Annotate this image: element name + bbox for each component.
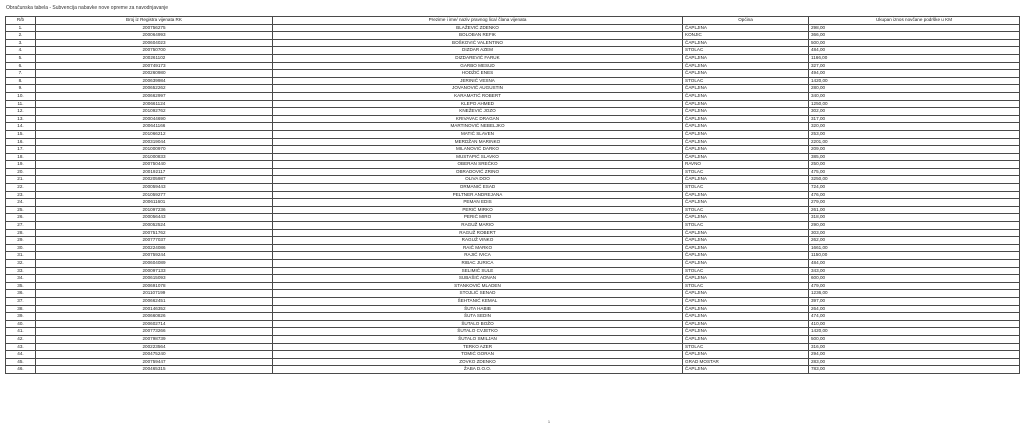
- cell-rb: 41.: [6, 328, 36, 336]
- cell-register-number: 200751762: [36, 229, 273, 237]
- cell-rb: 44.: [6, 351, 36, 359]
- cell-rb: 25.: [6, 206, 36, 214]
- cell-rb: 46.: [6, 366, 36, 374]
- table-row: [6, 168, 1020, 176]
- cell-register-number: 200660826: [36, 313, 273, 321]
- cell-name: RAJIĆ IVICA: [273, 252, 683, 260]
- cell-name: ŠUTALO BOŽO: [273, 320, 683, 328]
- cell-municipality: KONJIC: [683, 32, 809, 40]
- cell-amount: 279,00: [809, 199, 1020, 207]
- cell-register-number: 201000970: [36, 146, 273, 154]
- cell-register-number: 200056443: [36, 214, 273, 222]
- cell-rb: 38.: [6, 305, 36, 313]
- table-row: [6, 47, 1020, 55]
- cell-rb: 33.: [6, 267, 36, 275]
- cell-register-number: 200639984: [36, 77, 273, 85]
- cell-rb: 27.: [6, 222, 36, 230]
- cell-municipality: ČAPLJINA: [683, 290, 809, 298]
- cell-municipality: STOLAC: [683, 168, 809, 176]
- cell-amount: 317,00: [809, 115, 1020, 123]
- cell-amount: 484,00: [809, 260, 1020, 268]
- table-row: [6, 351, 1020, 359]
- cell-register-number: 201097236: [36, 206, 273, 214]
- cell-municipality: ČAPLJINA: [683, 146, 809, 154]
- cell-register-number: 201107199: [36, 290, 273, 298]
- page-number: 1: [548, 420, 550, 424]
- table-row: [6, 138, 1020, 146]
- cell-rb: 22.: [6, 184, 36, 192]
- cell-register-number: 200223564: [36, 343, 273, 351]
- cell-name: RAGUŽ ROBERT: [273, 229, 683, 237]
- cell-municipality: ČAPLJINA: [683, 351, 809, 359]
- cell-name: HODŽIĆ ENES: [273, 70, 683, 78]
- cell-name: KNEŽEVIĆ JOZO: [273, 108, 683, 116]
- table-row: [6, 206, 1020, 214]
- cell-municipality: STOLAC: [683, 77, 809, 85]
- cell-name: OBRADOVIĆ ZRINO: [273, 168, 683, 176]
- cell-name: KLEPO AHMED: [273, 100, 683, 108]
- cell-register-number: 201000833: [36, 153, 273, 161]
- cell-municipality: ČAPLJINA: [683, 24, 809, 32]
- cell-register-number: 200798739: [36, 335, 273, 343]
- cell-municipality: ČAPLJINA: [683, 85, 809, 93]
- cell-name: PELTNER ANDREJANA: [273, 191, 683, 199]
- cell-municipality: ČAPLJINA: [683, 335, 809, 343]
- cell-amount: 264,00: [809, 305, 1020, 313]
- cell-amount: 474,00: [809, 313, 1020, 321]
- table-header-row: [6, 17, 1020, 25]
- cell-register-number: 200602714: [36, 320, 273, 328]
- cell-name: ŽABA D.O.O.: [273, 366, 683, 374]
- cell-register-number: 201059277: [36, 191, 273, 199]
- table-row: [6, 24, 1020, 32]
- cell-name: TERKO AZER: [273, 343, 683, 351]
- cell-register-number: 200661124: [36, 100, 273, 108]
- table-row: [6, 290, 1020, 298]
- cell-municipality: ČAPLJINA: [683, 115, 809, 123]
- cell-municipality: STOLAC: [683, 47, 809, 55]
- table-row: [6, 237, 1020, 245]
- cell-amount: 250,00: [809, 161, 1020, 169]
- cell-rb: 8.: [6, 77, 36, 85]
- table-row: [6, 214, 1020, 222]
- cell-amount: 476,00: [809, 191, 1020, 199]
- cell-register-number: 200261102: [36, 54, 273, 62]
- cell-amount: 262,00: [809, 237, 1020, 245]
- cell-amount: 600,00: [809, 275, 1020, 283]
- cell-register-number: 200465315: [36, 366, 273, 374]
- cell-rb: 4.: [6, 47, 36, 55]
- cell-name: ŠUTALO CVJETKO: [273, 328, 683, 336]
- cell-register-number: 200759447: [36, 358, 273, 366]
- cell-municipality: RAVNO: [683, 161, 809, 169]
- cell-name: STOJLIĆ SENAD: [273, 290, 683, 298]
- cell-name: DIZDAR AZEM: [273, 47, 683, 55]
- document-title: Obračunska tabela - Subvencija nabavke nove opreme za navodnjavanje: [6, 5, 169, 11]
- cell-amount: 500,00: [809, 335, 1020, 343]
- cell-name: GARBO MESUD: [273, 62, 683, 70]
- cell-amount: 500,00: [809, 39, 1020, 47]
- cell-register-number: 201066212: [36, 130, 273, 138]
- cell-rb: 21.: [6, 176, 36, 184]
- cell-rb: 17.: [6, 146, 36, 154]
- cell-rb: 26.: [6, 214, 36, 222]
- cell-amount: 318,00: [809, 214, 1020, 222]
- cell-amount: 494,00: [809, 70, 1020, 78]
- cell-municipality: ČAPLJINA: [683, 297, 809, 305]
- table-row: [6, 92, 1020, 100]
- cell-rb: 9.: [6, 85, 36, 93]
- cell-amount: 783,00: [809, 366, 1020, 374]
- cell-rb: 34.: [6, 275, 36, 283]
- cell-name: RAGUŽ MARIO: [273, 222, 683, 230]
- cell-rb: 31.: [6, 252, 36, 260]
- cell-municipality: ČAPLJINA: [683, 123, 809, 131]
- table-row: [6, 297, 1020, 305]
- cell-rb: 1.: [6, 24, 36, 32]
- table-row: [6, 267, 1020, 275]
- table-row: [6, 146, 1020, 154]
- table-row: [6, 199, 1020, 207]
- cell-name: ŠEHTANIĆ KEMAL: [273, 297, 683, 305]
- cell-rb: 37.: [6, 297, 36, 305]
- cell-rb: 6.: [6, 62, 36, 70]
- cell-name: JOVANOVIĆ AUGUSTIN: [273, 85, 683, 93]
- cell-municipality: ČAPLJINA: [683, 252, 809, 260]
- cell-amount: 366,00: [809, 32, 1020, 40]
- cell-municipality: ČAPLJINA: [683, 138, 809, 146]
- cell-municipality: ČAPLJINA: [683, 70, 809, 78]
- table-row: [6, 222, 1020, 230]
- cell-amount: 261,00: [809, 206, 1020, 214]
- cell-name: KARAMATIĆ ROBERT: [273, 92, 683, 100]
- cell-municipality: ČAPLJINA: [683, 108, 809, 116]
- cell-name: PERIĆ MIRKO: [273, 206, 683, 214]
- cell-amount: 1236,00: [809, 290, 1020, 298]
- cell-amount: 298,00: [809, 24, 1020, 32]
- table-row: [6, 184, 1020, 192]
- cell-register-number: 200652262: [36, 85, 273, 93]
- cell-name: RAIČ MARKO: [273, 244, 683, 252]
- cell-municipality: STOLAC: [683, 343, 809, 351]
- cell-rb: 15.: [6, 130, 36, 138]
- cell-amount: 1420,00: [809, 328, 1020, 336]
- table-row: [6, 70, 1020, 78]
- cell-name: OLIVA DOO: [273, 176, 683, 184]
- cell-register-number: 200759244: [36, 252, 273, 260]
- cell-register-number: 200777037: [36, 237, 273, 245]
- table-row: [6, 282, 1020, 290]
- table-row: [6, 115, 1020, 123]
- cell-rb: 29.: [6, 237, 36, 245]
- cell-register-number: 200749173: [36, 62, 273, 70]
- cell-register-number: 200097133: [36, 267, 273, 275]
- cell-amount: 340,00: [809, 92, 1020, 100]
- cell-rb: 19.: [6, 161, 36, 169]
- table-row: [6, 108, 1020, 116]
- cell-municipality: ČAPLJINA: [683, 328, 809, 336]
- cell-name: RAGUŽ VINKO: [273, 237, 683, 245]
- cell-register-number: 200475240: [36, 351, 273, 359]
- cell-name: STANKOVIĆ MLADEN: [273, 282, 683, 290]
- cell-amount: 1661,00: [809, 244, 1020, 252]
- cell-amount: 327,00: [809, 62, 1020, 70]
- table-row: [6, 62, 1020, 70]
- cell-register-number: 200192117: [36, 168, 273, 176]
- cell-municipality: ČAPLJINA: [683, 320, 809, 328]
- cell-rb: 12.: [6, 108, 36, 116]
- table-row: [6, 191, 1020, 199]
- cell-name: ŠUTA HABIB: [273, 305, 683, 313]
- cell-municipality: ČAPLJINA: [683, 199, 809, 207]
- cell-amount: 1150,00: [809, 252, 1020, 260]
- header-amount: Ukupan iznos novčane podrške u KM: [809, 17, 1020, 25]
- cell-name: PERIĆ MIRO: [273, 214, 683, 222]
- cell-municipality: ČAPLJINA: [683, 39, 809, 47]
- cell-amount: 343,00: [809, 267, 1020, 275]
- table-row: [6, 275, 1020, 283]
- cell-register-number: 200059443: [36, 184, 273, 192]
- cell-register-number: 200052524: [36, 222, 273, 230]
- cell-name: MERDŽAN MARINKO: [273, 138, 683, 146]
- cell-rb: 42.: [6, 335, 36, 343]
- cell-amount: 283,00: [809, 358, 1020, 366]
- cell-name: BOŠKOVIĆ VALENTINO: [273, 39, 683, 47]
- cell-name: PEMAN EDIS: [273, 199, 683, 207]
- cell-rb: 35.: [6, 282, 36, 290]
- cell-amount: 724,00: [809, 184, 1020, 192]
- cell-amount: 3250,00: [809, 176, 1020, 184]
- cell-rb: 14.: [6, 123, 36, 131]
- table-row: [6, 313, 1020, 321]
- cell-register-number: 200604089: [36, 260, 273, 268]
- cell-name: MILANOVIĆ DARKO: [273, 146, 683, 154]
- cell-municipality: ČAPLJINA: [683, 229, 809, 237]
- table-row: [6, 153, 1020, 161]
- cell-name: JERINIĆ VESNA: [273, 77, 683, 85]
- cell-municipality: STOLAC: [683, 222, 809, 230]
- cell-municipality: ČAPLJINA: [683, 191, 809, 199]
- table-row: [6, 161, 1020, 169]
- cell-municipality: ČAPLJINA: [683, 100, 809, 108]
- cell-municipality: ČAPLJINA: [683, 153, 809, 161]
- table-row: [6, 305, 1020, 313]
- cell-amount: 397,00: [809, 297, 1020, 305]
- grant-table-container: [5, 16, 1019, 374]
- cell-municipality: ČAPLJINA: [683, 313, 809, 321]
- cell-municipality: ČAPLJINA: [683, 54, 809, 62]
- table-row: [6, 176, 1020, 184]
- cell-municipality: ČAPLJINA: [683, 176, 809, 184]
- cell-amount: 253,00: [809, 130, 1020, 138]
- cell-amount: 2201,00: [809, 138, 1020, 146]
- table-row: [6, 100, 1020, 108]
- cell-register-number: 200750700: [36, 47, 273, 55]
- table-row: [6, 252, 1020, 260]
- cell-name: ŠUTALO SMILJAN: [273, 335, 683, 343]
- cell-name: KRIVAVAC DRAGAN: [273, 115, 683, 123]
- table-row: [6, 32, 1020, 40]
- table-row: [6, 244, 1020, 252]
- cell-register-number: 200064993: [36, 32, 273, 40]
- cell-municipality: STOLAC: [683, 282, 809, 290]
- cell-amount: 1166,00: [809, 54, 1020, 62]
- cell-name: DIZDAREVIĆ FARUK: [273, 54, 683, 62]
- table-row: [6, 130, 1020, 138]
- cell-rb: 39.: [6, 313, 36, 321]
- cell-name: ZOVKO ZDENKO: [273, 358, 683, 366]
- cell-register-number: 200662997: [36, 92, 273, 100]
- cell-municipality: GRAD MOSTAR: [683, 358, 809, 366]
- cell-municipality: ČAPLJINA: [683, 275, 809, 283]
- cell-municipality: ČAPLJINA: [683, 62, 809, 70]
- cell-register-number: 200641166: [36, 123, 273, 131]
- header-municipality: Općina: [683, 17, 809, 25]
- cell-amount: 280,00: [809, 85, 1020, 93]
- cell-rb: 20.: [6, 168, 36, 176]
- cell-name: BLAŽEVIĆ ZDENKO: [273, 24, 683, 32]
- cell-rb: 32.: [6, 260, 36, 268]
- cell-rb: 45.: [6, 358, 36, 366]
- cell-municipality: ČAPLJINA: [683, 214, 809, 222]
- cell-register-number: 200205987: [36, 176, 273, 184]
- cell-rb: 40.: [6, 320, 36, 328]
- cell-amount: 320,00: [809, 123, 1020, 131]
- table-row: [6, 335, 1020, 343]
- cell-amount: 316,00: [809, 343, 1020, 351]
- cell-name: OBERAN SREĆKO: [273, 161, 683, 169]
- cell-name: ORMANIĆ ESAD: [273, 184, 683, 192]
- cell-amount: 385,00: [809, 153, 1020, 161]
- cell-register-number: 200260980: [36, 70, 273, 78]
- cell-name: SELIMIĆ SULE: [273, 267, 683, 275]
- table-row: [6, 260, 1020, 268]
- cell-register-number: 200662451: [36, 297, 273, 305]
- cell-amount: 303,00: [809, 229, 1020, 237]
- cell-name: MARTINOVIĆ NEBELJKO: [273, 123, 683, 131]
- table-body: [6, 24, 1020, 373]
- cell-name: MUSTAPIĆ SLAVKO: [273, 153, 683, 161]
- table-row: [6, 229, 1020, 237]
- cell-rb: 16.: [6, 138, 36, 146]
- cell-name: SUBAŠIĆ ADNAN: [273, 275, 683, 283]
- cell-rb: 5.: [6, 54, 36, 62]
- cell-rb: 11.: [6, 100, 36, 108]
- cell-register-number: 200319044: [36, 138, 273, 146]
- cell-rb: 24.: [6, 199, 36, 207]
- cell-amount: 475,00: [809, 168, 1020, 176]
- cell-amount: 1250,00: [809, 100, 1020, 108]
- cell-name: RIBAC JURICA: [273, 260, 683, 268]
- cell-municipality: ČAPLJINA: [683, 92, 809, 100]
- cell-municipality: ČAPLJINA: [683, 305, 809, 313]
- cell-register-number: 200224086: [36, 244, 273, 252]
- grant-table: [5, 16, 1020, 374]
- cell-municipality: ČAPLJINA: [683, 366, 809, 374]
- table-row: [6, 77, 1020, 85]
- cell-municipality: STOLAC: [683, 206, 809, 214]
- cell-register-number: 200756275: [36, 24, 273, 32]
- cell-rb: 7.: [6, 70, 36, 78]
- cell-rb: 43.: [6, 343, 36, 351]
- cell-register-number: 200044690: [36, 115, 273, 123]
- cell-register-number: 200691078: [36, 282, 273, 290]
- cell-name: BOLOBAN REFIK: [273, 32, 683, 40]
- cell-rb: 2.: [6, 32, 36, 40]
- cell-municipality: ČAPLJINA: [683, 260, 809, 268]
- header-rb: R/b: [6, 17, 36, 25]
- table-row: [6, 358, 1020, 366]
- table-row: [6, 39, 1020, 47]
- cell-name: TOMIĆ GORAN: [273, 351, 683, 359]
- cell-amount: 209,00: [809, 146, 1020, 154]
- cell-rb: 23.: [6, 191, 36, 199]
- table-row: [6, 366, 1020, 374]
- cell-rb: 18.: [6, 153, 36, 161]
- cell-register-number: 200146352: [36, 305, 273, 313]
- cell-register-number: 201092762: [36, 108, 273, 116]
- cell-name: ŠUTA SEDIN: [273, 313, 683, 321]
- cell-register-number: 200604023: [36, 39, 273, 47]
- cell-rb: 28.: [6, 229, 36, 237]
- cell-municipality: ČAPLJINA: [683, 244, 809, 252]
- cell-amount: 290,00: [809, 222, 1020, 230]
- table-row: [6, 320, 1020, 328]
- cell-amount: 479,00: [809, 282, 1020, 290]
- header-register-number: Broj iz Registra vijenata RK: [36, 17, 273, 25]
- cell-amount: 1420,00: [809, 77, 1020, 85]
- cell-name: MATIĆ SLAVEN: [273, 130, 683, 138]
- cell-rb: 3.: [6, 39, 36, 47]
- table-row: [6, 54, 1020, 62]
- cell-register-number: 200615093: [36, 275, 273, 283]
- cell-municipality: STOLAC: [683, 184, 809, 192]
- cell-amount: 294,00: [809, 351, 1020, 359]
- cell-rb: 10.: [6, 92, 36, 100]
- cell-rb: 30.: [6, 244, 36, 252]
- table-row: [6, 123, 1020, 131]
- header-name: Prezime i ime/ naziv pravnog lica/ člana vijenata: [273, 17, 683, 25]
- cell-register-number: 200773266: [36, 328, 273, 336]
- table-row: [6, 343, 1020, 351]
- cell-rb: 13.: [6, 115, 36, 123]
- cell-amount: 484,00: [809, 47, 1020, 55]
- cell-municipality: STOLAC: [683, 267, 809, 275]
- cell-municipality: ČAPLJINA: [683, 237, 809, 245]
- cell-register-number: 200750440: [36, 161, 273, 169]
- cell-rb: 36.: [6, 290, 36, 298]
- cell-municipality: ČAPLJINA: [683, 130, 809, 138]
- table-row: [6, 85, 1020, 93]
- cell-amount: 410,00: [809, 320, 1020, 328]
- table-row: [6, 328, 1020, 336]
- cell-amount: 302,00: [809, 108, 1020, 116]
- cell-register-number: 200611601: [36, 199, 273, 207]
